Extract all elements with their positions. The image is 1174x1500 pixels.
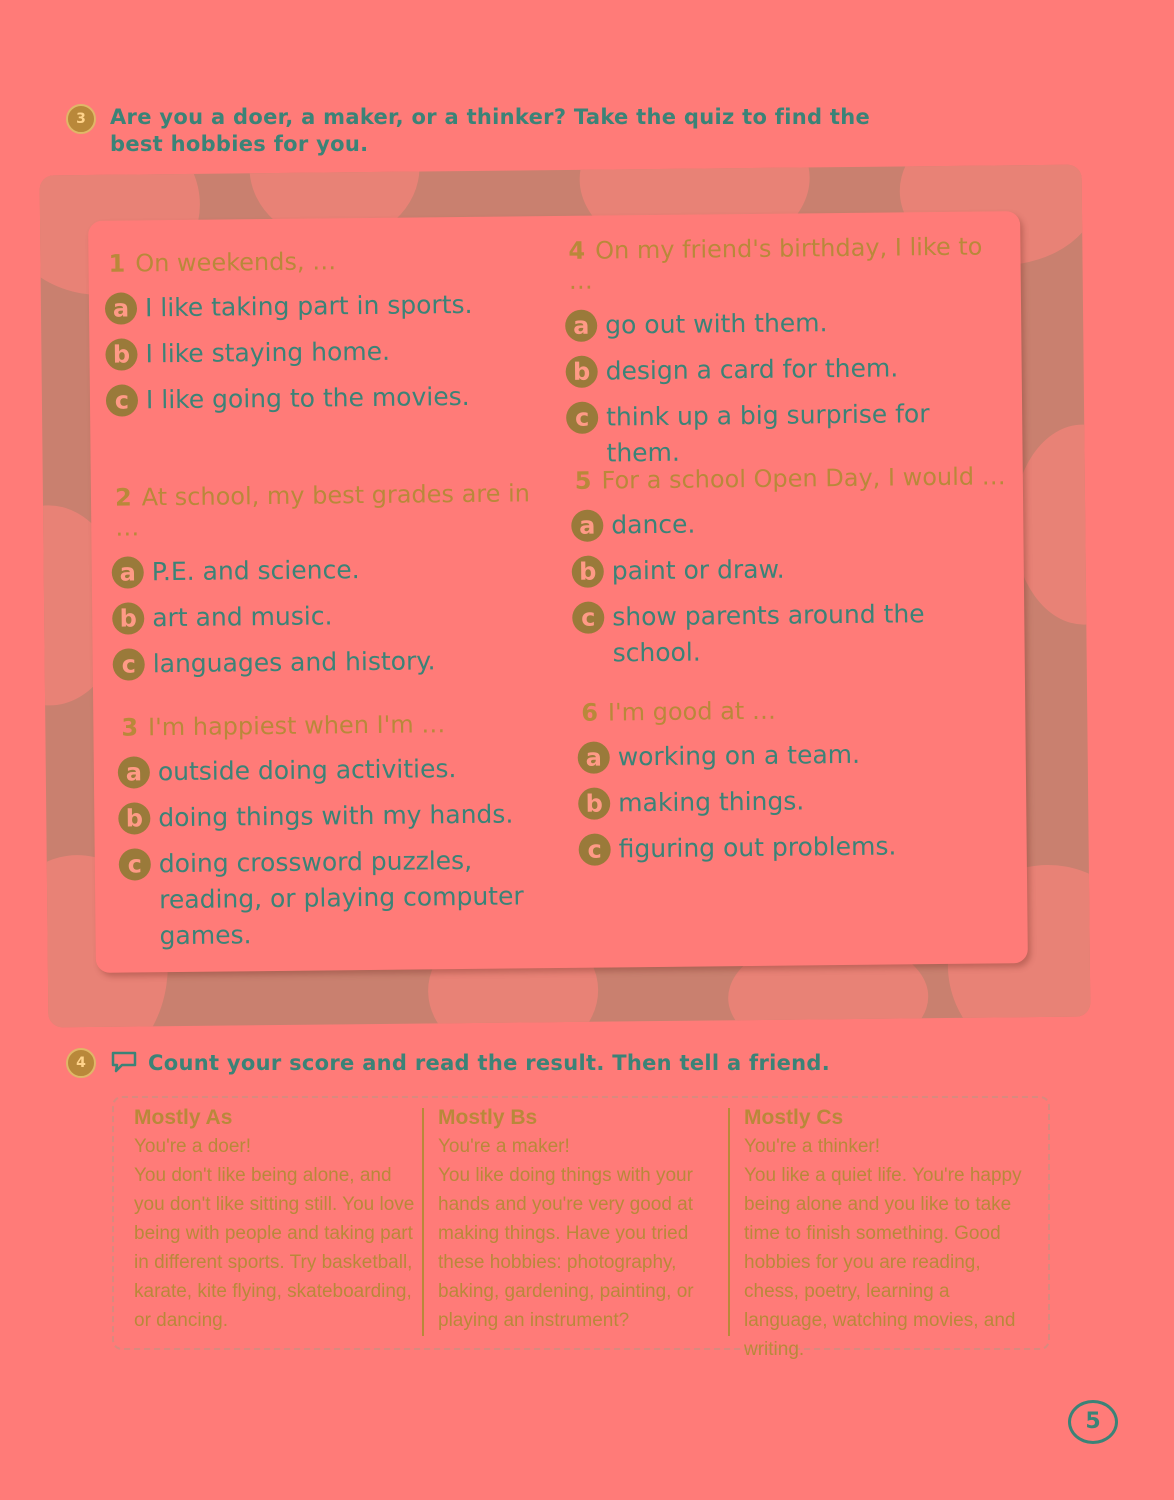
option-c[interactable] xyxy=(579,827,1019,868)
question-title: 1 On weekends, … xyxy=(108,247,337,278)
option-b[interactable] xyxy=(566,349,1006,390)
exercise-3-title-line-1: Are you a doer, a maker, or a thinker? Take the quiz to find the xyxy=(110,105,871,129)
exercise-number: 3 xyxy=(76,111,86,127)
option-text: go out with them. xyxy=(605,308,828,340)
result-tagline: You're a thinker! xyxy=(744,1136,881,1157)
column-divider xyxy=(422,1108,424,1336)
option-text: dance. xyxy=(611,509,696,540)
option-a[interactable] xyxy=(118,750,538,790)
result-tagline: You're a maker! xyxy=(438,1136,570,1157)
option-letter-badge: a xyxy=(578,741,610,773)
quiz-question-3 xyxy=(117,708,540,964)
option-b[interactable] xyxy=(578,781,1018,822)
exercise-3-instructions xyxy=(110,104,870,158)
option-text: making things. xyxy=(618,786,805,818)
option-letter-badge: c xyxy=(119,848,151,880)
exercise-number: 4 xyxy=(76,1055,86,1071)
option-b[interactable] xyxy=(112,596,552,637)
option-a[interactable] xyxy=(571,503,1011,544)
option-text: think up a big surprise for them. xyxy=(606,399,930,468)
option-letter-badge: b xyxy=(118,802,150,834)
option-text: outside doing activities. xyxy=(157,754,457,787)
option-a[interactable] xyxy=(105,286,545,327)
option-b[interactable] xyxy=(118,796,538,836)
option-letter-badge: a xyxy=(105,292,137,324)
option-text: languages and history. xyxy=(152,646,436,679)
result-mostly-bs xyxy=(438,1104,728,1335)
option-c[interactable] xyxy=(119,842,540,954)
option-letter-badge: c xyxy=(106,384,138,416)
option-text: doing crossword puzzles, reading, or playing computer games. xyxy=(158,845,524,951)
result-tagline: You're a doer! xyxy=(134,1136,252,1157)
option-letter-badge: a xyxy=(112,556,144,588)
option-letter-badge: b xyxy=(578,787,610,819)
quiz-question-4 xyxy=(564,231,1007,482)
result-heading: Mostly Bs xyxy=(438,1106,538,1129)
question-title: 2 At school, my best grades are in … xyxy=(114,479,531,542)
quiz-question-6 xyxy=(577,693,1019,878)
option-text: show parents around the school. xyxy=(612,599,925,668)
exercise-4-instructions: Count your score and read the result. Then tell a friend. xyxy=(148,1051,831,1075)
option-letter-badge: a xyxy=(571,510,603,542)
exercise-number-badge xyxy=(66,104,96,134)
result-body: You like a quiet life. You're happy being alone and you like to take time to finish something. Good hobbies for you are reading, chess, poetry, learning a language, watching movies, and writing. xyxy=(744,1165,1022,1360)
result-body: You don't like being alone, and you don't like sitting still. You love being with people and taking part in different sports. Try basketball, karate, kite flying, skateboarding, or dancing. xyxy=(134,1165,415,1331)
option-text: P.E. and science. xyxy=(151,555,360,587)
option-c[interactable] xyxy=(106,378,546,419)
option-letter-badge: c xyxy=(572,602,604,634)
result-mostly-cs xyxy=(744,1104,1034,1364)
option-letter-badge: b xyxy=(105,338,137,370)
results-box xyxy=(112,1096,1050,1360)
quiz-card xyxy=(88,211,1028,973)
option-letter-badge: b xyxy=(572,556,604,588)
option-c[interactable] xyxy=(113,642,553,683)
result-body: You like doing things with your hands and you're very good at making things. Have you tried these hobbies: photography, baking, gardening, painting, or playing an instrument? xyxy=(438,1165,694,1331)
option-a[interactable] xyxy=(112,550,552,591)
option-letter-badge: c xyxy=(566,402,598,434)
result-heading: Mostly As xyxy=(134,1106,233,1129)
question-title: 6 I'm good at … xyxy=(581,696,777,727)
speech-bubble-icon xyxy=(110,1050,138,1074)
option-letter-badge: a xyxy=(118,756,150,788)
question-title: 4 On my friend's birthday, I like to … xyxy=(568,232,983,295)
option-a[interactable] xyxy=(578,735,1018,776)
option-text: art and music. xyxy=(152,601,333,633)
option-letter-badge: c xyxy=(113,648,145,680)
option-b[interactable] xyxy=(572,549,1012,590)
option-c[interactable] xyxy=(572,595,1013,672)
quiz-question-2 xyxy=(111,478,553,693)
option-letter-badge: a xyxy=(565,310,597,342)
option-letter-badge: c xyxy=(579,833,611,865)
result-heading: Mostly Cs xyxy=(744,1106,844,1129)
exercise-3-title-line-2: best hobbies for you. xyxy=(110,132,369,156)
option-letter-badge: b xyxy=(112,602,144,634)
option-text: I like staying home. xyxy=(145,336,391,369)
option-a[interactable] xyxy=(565,303,1005,344)
option-b[interactable] xyxy=(105,332,545,373)
option-text: doing things with my hands. xyxy=(158,799,514,833)
result-mostly-as xyxy=(134,1104,424,1335)
option-c[interactable] xyxy=(566,395,1007,472)
quiz-question-1 xyxy=(104,244,546,429)
column-divider xyxy=(728,1108,730,1336)
option-text: working on a team. xyxy=(617,739,861,772)
option-text: figuring out problems. xyxy=(618,831,897,864)
option-text: I like taking part in sports. xyxy=(144,289,473,323)
question-title: 5 For a school Open Day, I would … xyxy=(574,462,1006,495)
page-number: 5 xyxy=(1068,1400,1118,1444)
option-text: I like going to the movies. xyxy=(145,381,470,415)
option-text: paint or draw. xyxy=(611,554,785,586)
quiz-question-5 xyxy=(571,461,1013,682)
exercise-number-badge xyxy=(66,1048,96,1078)
question-title: 3 I'm happiest when I'm … xyxy=(121,710,446,742)
option-letter-badge: b xyxy=(566,356,598,388)
option-text: design a card for them. xyxy=(605,353,899,386)
